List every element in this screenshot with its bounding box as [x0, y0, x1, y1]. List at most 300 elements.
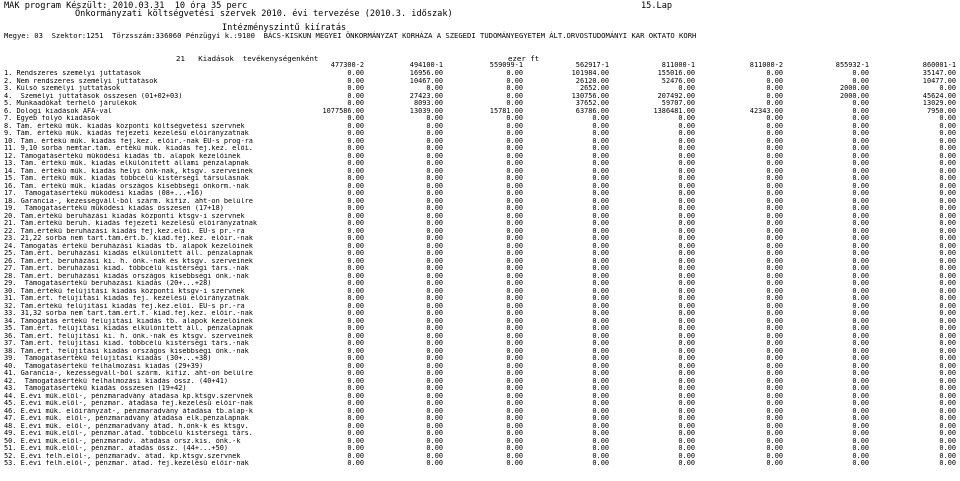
cell-value: 0.00 [852, 220, 869, 227]
row-label: 5. Munkaadókat terhelő járulékok [4, 100, 137, 107]
table-row [4, 85, 956, 93]
cell-value: 0.00 [426, 145, 443, 152]
cell-value: 0.00 [852, 407, 869, 415]
row-label: 1. Rendszeres személyi juttatások [4, 70, 141, 77]
row-label: 49. E.évi műk.elől-, pénzmar.átad. többcélú kistérségi társ. [4, 430, 253, 437]
cell-value: 0.00 [852, 430, 869, 437]
cell-value: 0.00 [939, 400, 956, 407]
page-number: 15.Lap [641, 1, 673, 11]
cell-value: 0.00 [852, 445, 869, 452]
cell-value: 0.00 [678, 460, 695, 467]
cell-value: 0.00 [939, 257, 956, 265]
program-stamp: MAK program Készült: 2010.03.31 10 óra 35 perc [4, 1, 248, 11]
section-title: 21 Kiadások tevékenységenként [176, 54, 319, 63]
cell-value: 0.00 [939, 430, 956, 437]
table-row [4, 168, 956, 176]
cell-value: 0.00 [506, 175, 523, 182]
cell-value: 0.00 [426, 272, 443, 280]
column-header: 860001-1 [922, 62, 956, 69]
row-label: 34. Támogatás értékű felújítási kiadás tb. alapok kezelőinek [4, 317, 253, 325]
table-row [4, 280, 956, 288]
cell-value: 0.00 [766, 355, 783, 362]
cell-value: 0.00 [347, 250, 364, 257]
cell-value: 0.00 [426, 182, 443, 190]
cell-value: 0.00 [852, 100, 869, 107]
column-header-blank [4, 62, 288, 70]
table-row [4, 318, 956, 326]
cell-value: 0.00 [426, 85, 443, 92]
cell-value: 0.00 [506, 160, 523, 167]
row-label: 7. Egyéb folyó kiadások [4, 115, 100, 122]
table-row [4, 408, 956, 416]
cell-value: 0.00 [678, 355, 695, 362]
table-row [4, 303, 956, 311]
row-label: 15. Tám. értékű műk. kiadás többcélú kistérségi társulásnak [4, 175, 249, 182]
cell-value: 0.00 [426, 340, 443, 347]
cell-value: 10467.00 [409, 77, 443, 85]
expense-table [4, 70, 956, 468]
row-label: 32. Tám.értékű felújítási kiadás fej.kez.előí. EU-s pr.-ra [4, 302, 245, 310]
cell-value: 0.00 [426, 152, 443, 160]
cell-value: 0.00 [766, 370, 783, 377]
cell-value: 0.00 [939, 250, 956, 257]
cell-value: 0.00 [939, 392, 956, 400]
cell-value: 0.00 [426, 160, 443, 167]
row-label: 46. E.évi műk. előirányzat-, pénzmaradvány átadása tb.alap-k [4, 407, 253, 415]
cell-value: 0.00 [939, 437, 956, 445]
cell-value: 0.00 [939, 295, 956, 302]
row-label: 30. Tám.értékű felújítási kiadás központi ktsgv-i szervnek [4, 287, 245, 295]
column-header: 811000-1 [661, 62, 695, 69]
cell-value: 0.00 [678, 302, 695, 310]
row-label: 3. Külső személyi juttatások [4, 85, 121, 92]
cell-value: 0.00 [506, 280, 523, 287]
table-row [4, 415, 956, 423]
cell-value: 0.00 [347, 392, 364, 400]
cell-value: 0.00 [852, 280, 869, 287]
cell-value: 0.00 [592, 272, 609, 280]
cell-value: 0.00 [347, 122, 364, 130]
row-label: 33. 31,32 sorba nem tart.tám.ért.f. kiad.fej.kez. előir.-nak [4, 310, 253, 317]
cell-value: 0.00 [506, 242, 523, 250]
cell-value: 0.00 [347, 152, 364, 160]
cell-value: 0.00 [766, 310, 783, 317]
cell-value: 2000.00 [839, 85, 869, 92]
cell-value: 0.00 [766, 137, 783, 145]
cell-value: 0.00 [678, 317, 695, 325]
cell-value: 0.00 [766, 167, 783, 175]
table-row [4, 400, 956, 408]
cell-value: 0.00 [678, 197, 695, 205]
column-header-row [4, 62, 956, 70]
row-label: 26. Tám.ért. beruházási ki. h. önk.-nak és ktsgv. szerveinek [4, 257, 253, 265]
cell-value: 0.00 [678, 325, 695, 332]
cell-value: 0.00 [426, 190, 443, 197]
cell-value: 0.00 [347, 310, 364, 317]
cell-value: 0.00 [347, 452, 364, 460]
cell-value: 0.00 [678, 160, 695, 167]
cell-value: 0.00 [592, 205, 609, 212]
row-label: 21. Tám.értékű beruh. kiadás fejezeti kezelésű előirányzatnak [4, 220, 258, 227]
table-row [4, 228, 956, 236]
cell-value: 0.00 [678, 407, 695, 415]
cell-value: 0.00 [766, 325, 783, 332]
row-label: 51. E.évi műk.elől-, pénzmar. átadás össz. (44+...+50) [4, 445, 229, 452]
cell-value: 0.00 [347, 220, 364, 227]
cell-value: 0.00 [852, 145, 869, 152]
cell-value: 0.00 [592, 392, 609, 400]
cell-value: 0.00 [852, 340, 869, 347]
cell-value: 0.00 [347, 280, 364, 287]
cell-value: 0.00 [678, 182, 695, 190]
cell-value: 0.00 [766, 422, 783, 430]
cell-value: 0.00 [426, 407, 443, 415]
cell-value: 0.00 [852, 460, 869, 467]
cell-value: 0.00 [766, 445, 783, 452]
cell-value: 0.00 [678, 295, 695, 302]
cell-value: 0.00 [939, 280, 956, 287]
cell-value: 0.00 [592, 355, 609, 362]
table-row [4, 438, 956, 446]
row-label: 23. 21,22 sorba nem tart.tám.ért.b. kiad.fej.kez. előir.-nak [4, 235, 253, 242]
cell-value: 0.00 [592, 287, 609, 295]
cell-value: 0.00 [592, 377, 609, 385]
cell-value: 0.00 [678, 452, 695, 460]
cell-value: 0.00 [426, 392, 443, 400]
cell-value: 0.00 [592, 130, 609, 137]
cell-value: 0.00 [592, 137, 609, 145]
cell-value: 0.00 [852, 295, 869, 302]
cell-value: 0.00 [852, 422, 869, 430]
row-label: 6. Dologi kiadások ÁFA-val [4, 107, 112, 115]
cell-value: 0.00 [766, 160, 783, 167]
cell-value: 0.00 [506, 70, 523, 77]
cell-value: 0.00 [766, 190, 783, 197]
cell-value: 0.00 [506, 385, 523, 392]
cell-value: 0.00 [852, 152, 869, 160]
cell-value: 0.00 [766, 385, 783, 392]
cell-value: 0.00 [678, 422, 695, 430]
cell-value: 52476.00 [661, 77, 695, 85]
cell-value: 0.00 [852, 272, 869, 280]
cell-value: 0.00 [678, 272, 695, 280]
cell-value: 0.00 [506, 182, 523, 190]
cell-value: 0.00 [852, 302, 869, 310]
cell-value: 0.00 [939, 460, 956, 467]
cell-value: 0.00 [939, 407, 956, 415]
cell-value: 0.00 [678, 370, 695, 377]
cell-value: 0.00 [506, 295, 523, 302]
cell-value: 0.00 [939, 340, 956, 347]
cell-value: 0.00 [678, 310, 695, 317]
cell-value: 0.00 [939, 272, 956, 280]
cell-value: 0.00 [592, 190, 609, 197]
cell-value: 7950.00 [926, 107, 956, 115]
table-row [4, 100, 956, 108]
table-row [4, 378, 956, 386]
cell-value: 0.00 [506, 197, 523, 205]
cell-value: 0.00 [426, 355, 443, 362]
cell-value: 0.00 [426, 212, 443, 220]
cell-value: 0.00 [766, 437, 783, 445]
cell-value: 0.00 [347, 190, 364, 197]
cell-value: 0.00 [347, 370, 364, 377]
row-label: 39. Támogatásértékű felújítási kiadás (30+...+38) [4, 355, 212, 362]
cell-value: 0.00 [347, 317, 364, 325]
table-row [4, 460, 956, 468]
table-row [4, 453, 956, 461]
row-label: 43. Támogatásértékű kiadás összesen (19+42) [4, 385, 187, 392]
cell-value: 0.00 [766, 287, 783, 295]
cell-value: 0.00 [506, 122, 523, 130]
cell-value: 16956.00 [409, 70, 443, 77]
cell-value: 0.00 [939, 355, 956, 362]
cell-value: 0.00 [426, 377, 443, 385]
cell-value: 0.00 [678, 392, 695, 400]
cell-value: 0.00 [939, 205, 956, 212]
cell-value: 0.00 [852, 362, 869, 370]
cell-value: 42343.00 [749, 107, 783, 115]
cell-value: 0.00 [426, 362, 443, 370]
cell-value: 0.00 [678, 115, 695, 122]
cell-value: 0.00 [852, 370, 869, 377]
table-row [4, 78, 956, 86]
cell-value: 0.00 [506, 100, 523, 107]
cell-value: 0.00 [852, 182, 869, 190]
cell-value: 0.00 [766, 272, 783, 280]
cell-value: 0.00 [506, 92, 523, 100]
cell-value: 0.00 [939, 362, 956, 370]
cell-value: 0.00 [939, 235, 956, 242]
table-row [4, 258, 956, 266]
cell-value: 0.00 [939, 227, 956, 235]
cell-value: 0.00 [592, 310, 609, 317]
cell-value: 0.00 [347, 205, 364, 212]
cell-value: 0.00 [347, 137, 364, 145]
table-row [4, 220, 956, 228]
cell-value: 207492.00 [657, 92, 695, 100]
cell-value: 0.00 [939, 377, 956, 385]
table-row [4, 310, 956, 318]
cell-value: 0.00 [592, 317, 609, 325]
cell-value: 0.00 [678, 250, 695, 257]
cell-value: 0.00 [678, 332, 695, 340]
cell-value: 0.00 [939, 137, 956, 145]
cell-value: 0.00 [678, 190, 695, 197]
cell-value: 0.00 [766, 377, 783, 385]
report-title: Önkormányzati költségvetési szervek 2010. évi tervezése (2010.3. időszak) [75, 9, 453, 19]
column-header-table [4, 62, 956, 70]
cell-value: 0.00 [347, 227, 364, 235]
table-row [4, 325, 956, 333]
cell-value: 0.00 [347, 377, 364, 385]
cell-value: 0.00 [506, 115, 523, 122]
cell-value: 0.00 [506, 332, 523, 340]
cell-value: 0.00 [592, 400, 609, 407]
cell-value: 0.00 [592, 302, 609, 310]
cell-value: 0.00 [852, 355, 869, 362]
cell-value: 0.00 [426, 460, 443, 467]
cell-value: 0.00 [766, 392, 783, 400]
cell-value: 0.00 [347, 287, 364, 295]
cell-value: 0.00 [678, 85, 695, 92]
row-label: 48. E.évi műk. elől-, pénzmaradvány átad. h.önk-k és ktsgv. [4, 422, 249, 430]
cell-value: 0.00 [506, 302, 523, 310]
cell-value: 0.00 [678, 242, 695, 250]
table-row [4, 385, 956, 393]
cell-value: 0.00 [347, 400, 364, 407]
cell-value: 0.00 [506, 77, 523, 85]
table-row [4, 265, 956, 273]
cell-value: 0.00 [678, 437, 695, 445]
cell-value: 0.00 [592, 437, 609, 445]
cell-value: 0.00 [852, 197, 869, 205]
row-label: 25. Tám.ért. beruházási kiadás elkülönített áll. pénzalapnak [4, 250, 253, 257]
cell-value: 0.00 [766, 400, 783, 407]
cell-value: 0.00 [766, 235, 783, 242]
cell-value: 0.00 [347, 175, 364, 182]
cell-value: 0.00 [766, 257, 783, 265]
cell-value: 0.00 [592, 152, 609, 160]
cell-value: 0.00 [426, 115, 443, 122]
cell-value: 0.00 [426, 227, 443, 235]
row-label: 24. Támogatás értékű beruházási kiadás tb. alapok kezelőinek [4, 242, 253, 250]
cell-value: 0.00 [506, 422, 523, 430]
cell-value: 0.00 [426, 295, 443, 302]
cell-value: 0.00 [426, 167, 443, 175]
cell-value: 0.00 [426, 422, 443, 430]
cell-value: 0.00 [678, 445, 695, 452]
cell-value: 0.00 [347, 272, 364, 280]
cell-value: 0.00 [506, 310, 523, 317]
cell-value: 0.00 [852, 107, 869, 115]
row-label: 35. Tám.ért. felújítási kiadás elkülönített áll. pénzalapnak [4, 325, 253, 332]
cell-value: 0.00 [939, 415, 956, 422]
cell-value: 0.00 [939, 190, 956, 197]
cell-value: 0.00 [852, 250, 869, 257]
report-subtitle: Intézményszintű kiíratás [222, 23, 347, 33]
table-row [4, 198, 956, 206]
cell-value: 0.00 [939, 160, 956, 167]
cell-value: 0.00 [426, 220, 443, 227]
cell-value: 0.00 [939, 265, 956, 272]
cell-value: 0.00 [426, 445, 443, 452]
cell-value: 0.00 [426, 400, 443, 407]
cell-value: 0.00 [852, 325, 869, 332]
cell-value: 13029.00 [922, 100, 956, 107]
cell-value: 0.00 [852, 205, 869, 212]
cell-value: 0.00 [347, 422, 364, 430]
cell-value: 0.00 [506, 227, 523, 235]
cell-value: 0.00 [766, 227, 783, 235]
cell-value: 0.00 [852, 130, 869, 137]
cell-value: 0.00 [678, 212, 695, 220]
cell-value: 0.00 [939, 152, 956, 160]
cell-value: 0.00 [766, 460, 783, 467]
cell-value: 0.00 [592, 115, 609, 122]
column-header: 559099-1 [489, 62, 523, 69]
cell-value: 0.00 [347, 295, 364, 302]
cell-value: 0.00 [506, 460, 523, 467]
cell-value: 0.00 [592, 430, 609, 437]
cell-value: 0.00 [939, 175, 956, 182]
cell-value: 35147.00 [922, 70, 956, 77]
cell-value: 0.00 [766, 362, 783, 370]
cell-value: 0.00 [852, 227, 869, 235]
cell-value: 0.00 [939, 347, 956, 355]
cell-value: 0.00 [852, 190, 869, 197]
cell-value: 0.00 [506, 392, 523, 400]
cell-value: 0.00 [939, 145, 956, 152]
cell-value: 0.00 [592, 242, 609, 250]
cell-value: 0.00 [592, 460, 609, 467]
cell-value: 0.00 [347, 302, 364, 310]
cell-value: 0.00 [347, 92, 364, 100]
cell-value: 0.00 [426, 205, 443, 212]
cell-value: 0.00 [426, 197, 443, 205]
cell-value: 0.00 [766, 197, 783, 205]
row-label: 11. 9,10 sorba nemtar.tám. értékű műk. kiadás fej.kez. elői. [4, 145, 253, 152]
cell-value: 0.00 [592, 280, 609, 287]
table-row [4, 205, 956, 213]
cell-value: 0.00 [852, 122, 869, 130]
cell-value: 0.00 [506, 137, 523, 145]
cell-value: 0.00 [592, 415, 609, 422]
cell-value: 0.00 [678, 137, 695, 145]
cell-value: 0.00 [426, 137, 443, 145]
row-label: 13. Tám. értékű műk. kiadás elkülönített állami pénzalapnak [4, 160, 249, 167]
row-label: 41. Garancia-, kezességváll-ból szárm. kifiz. áht-on belülre [4, 370, 253, 377]
cell-value: 0.00 [347, 445, 364, 452]
cell-value: 10477.00 [922, 77, 956, 85]
table-row [4, 160, 956, 168]
cell-value: 0.00 [592, 160, 609, 167]
cell-value: 0.00 [347, 77, 364, 85]
cell-value: 0.00 [426, 325, 443, 332]
cell-value: 0.00 [852, 77, 869, 85]
cell-value: 0.00 [347, 265, 364, 272]
cell-value: 0.00 [852, 257, 869, 265]
cell-value: 0.00 [766, 452, 783, 460]
table-row [4, 295, 956, 303]
cell-value: 0.00 [506, 257, 523, 265]
cell-value: 0.00 [852, 392, 869, 400]
row-label: 28. Tám.ért. beruházási kiadás országos kisebbségi önk.-nak [4, 272, 249, 280]
cell-value: 0.00 [347, 145, 364, 152]
cell-value: 0.00 [678, 167, 695, 175]
row-label: 52. E.évi felh.elől-, pénzmaradv. átad. kp.ktsgv.szervnek [4, 452, 241, 460]
cell-value: 0.00 [592, 295, 609, 302]
cell-value: 37652.00 [575, 100, 609, 107]
table-row [4, 235, 956, 243]
cell-value: 0.00 [592, 422, 609, 430]
cell-value: 0.00 [678, 400, 695, 407]
cell-value: 0.00 [939, 452, 956, 460]
table-row [4, 183, 956, 191]
cell-value: 0.00 [852, 385, 869, 392]
cell-value: 0.00 [939, 85, 956, 92]
cell-value: 45624.00 [922, 92, 956, 100]
table-row [4, 123, 956, 131]
cell-value: 0.00 [347, 407, 364, 415]
cell-value: 0.00 [678, 175, 695, 182]
cell-value: 0.00 [506, 272, 523, 280]
cell-value: 0.00 [939, 445, 956, 452]
cell-value: 0.00 [347, 235, 364, 242]
cell-value: 130756.00 [571, 92, 609, 100]
cell-value: 0.00 [766, 182, 783, 190]
row-label: 10. Tám. értékű műk. kiadás fej.kez. előir.-nak EU-s prog-ra [4, 137, 253, 145]
